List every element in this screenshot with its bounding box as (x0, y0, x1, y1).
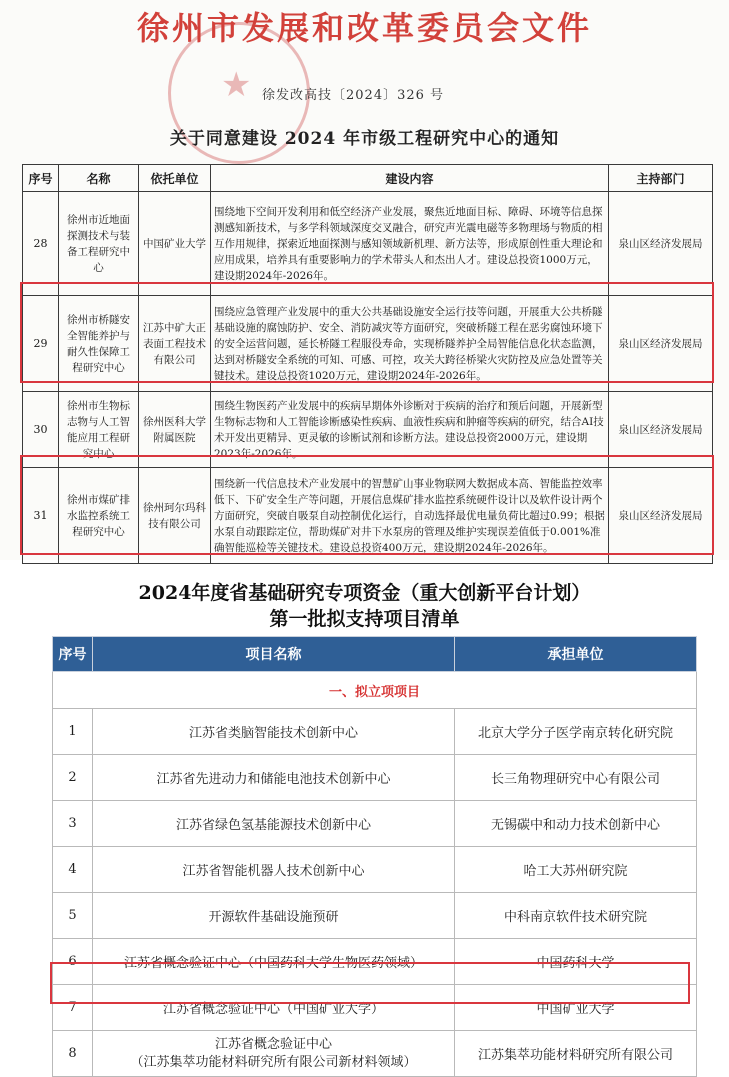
row-number: 8 (53, 1031, 93, 1077)
host-unit: 长三角物理研究中心有限公司 (455, 755, 697, 801)
document-number: 徐发改高技〔2024〕326 号 (262, 88, 445, 103)
center-name: 徐州市煤矿排水监控系统工程研究中心 (59, 468, 139, 564)
document-subject: 关于同意建设 2024 年市级工程研究中心的通知 (169, 129, 560, 149)
header-no: 序号 (53, 637, 93, 672)
document-title: 徐州市发展和改革委员会文件 (136, 9, 592, 47)
row-number: 29 (23, 296, 59, 392)
header-content: 建设内容 (211, 165, 609, 192)
section-row (53, 672, 697, 709)
host-dept: 泉山区经济发展局 (609, 392, 713, 468)
project-name: 江苏省先进动力和储能电池技术创新中心 (93, 755, 455, 801)
host-dept: 泉山区经济发展局 (609, 468, 713, 564)
row-number: 6 (53, 939, 93, 985)
construction-content: 围绕新一代信息技术产业发展中的智慧矿山事业物联网大数据成本高、智能监控效率低下、下矿安全生产等问题，开展信息煤矿排水监控系统硬件设计以及软件设计两个方面研究，突破自吸泵自动控制优化运行，自动选择最优电量负荷比超过0.99；根据水泵自动跟踪定位，帮助煤矿对井下水泵房的管理及维护实现误差值低于0.001%准确智能巡检等关键技术。建设总投资400万元，建设期2024年-2026年。 (211, 468, 609, 564)
host-dept: 泉山区经济发展局 (609, 296, 713, 392)
table-row (53, 985, 697, 1031)
row-number: 5 (53, 893, 93, 939)
host-unit: 中国矿业大学 (455, 985, 697, 1031)
project-name (93, 1031, 455, 1077)
table-row (53, 801, 697, 847)
table-row (23, 296, 713, 392)
construction-content: 围绕应急管理产业发展中的重大公共基础设施安全运行技等问题，开展重大公共桥隧基础设施的腐蚀防护、安全、消防减灾等方面研究，突破桥隧工程在恶劣腐蚀环境下的安全运营问题，延长桥隧工程服役寿命，实现桥隧养护全局智能信息化状态监测，达到对桥隧安全系统的可知、可感、可控，攻关大跨径桥梁火灾防控及应急处置等关键技术。建设总投资1020万元，建设期2024年-2026年。 (211, 296, 609, 392)
host-unit: 徐州珂尔玛科技有限公司 (139, 468, 211, 564)
project-name-line2: （江苏集萃功能材料研究所有限公司新材料领域） (130, 1054, 417, 1070)
seal-star-icon: ★ (221, 65, 252, 105)
center-name: 徐州市生物标志物与人工智能应用工程研究中心 (59, 392, 139, 468)
row-number: 31 (23, 468, 59, 564)
host-unit: 中科南京软件技术研究院 (455, 893, 697, 939)
host-unit: 北京大学分子医学南京转化研究院 (455, 709, 697, 755)
project-list-table (52, 636, 697, 1077)
project-name: 江苏省概念验证中心（中国药科大学生物医药领域） (93, 939, 455, 985)
row-number: 28 (23, 192, 59, 296)
row-number: 4 (53, 847, 93, 893)
list-title-line1: 2024年度省基础研究专项资金（重大创新平台计划） (138, 582, 591, 604)
table-row (53, 939, 697, 985)
project-name-line1: 江苏省概念验证中心 (214, 1036, 332, 1052)
section-heading: 一、拟立项项目 (53, 672, 697, 709)
row-number: 30 (23, 392, 59, 468)
header-no: 序号 (23, 165, 59, 192)
host-unit: 徐州医科大学附属医院 (139, 392, 211, 468)
header-unit: 依托单位 (139, 165, 211, 192)
row-number: 1 (53, 709, 93, 755)
host-unit: 无锡碳中和动力技术创新中心 (455, 801, 697, 847)
row-number: 3 (53, 801, 93, 847)
table-row (23, 192, 713, 296)
host-unit: 中国药科大学 (455, 939, 697, 985)
table-row (53, 847, 697, 893)
project-name: 江苏省智能机器人技术创新中心 (93, 847, 455, 893)
table-row (53, 893, 697, 939)
project-name: 江苏省类脑智能技术创新中心 (93, 709, 455, 755)
row-number: 2 (53, 755, 93, 801)
table-row (53, 1031, 697, 1077)
construction-content: 围绕生物医药产业发展中的疾病早期体外诊断对于疾病的治疗和预后问题，开展新型生物标志物和人工智能诊断感染性疾病、血液性疾病和肿瘤等疾病的研究，结合AI技术开发出更精异、更灵敏的诊断试剂和诊断方法。建设总投资2000万元，建设期2023年-2026年。 (211, 392, 609, 468)
table-header-row (23, 165, 713, 192)
host-dept: 泉山区经济发展局 (609, 192, 713, 296)
host-unit: 江苏集萃功能材料研究所有限公司 (455, 1031, 697, 1077)
notice-table (22, 164, 713, 564)
project-name: 江苏省绿色氢基能源技术创新中心 (93, 801, 455, 847)
center-name: 徐州市桥隧安全智能养护与耐久性保障工程研究中心 (59, 296, 139, 392)
header-project-name: 项目名称 (93, 637, 455, 672)
row-number: 7 (53, 985, 93, 1031)
table-row (23, 468, 713, 564)
project-name: 开源软件基础设施预研 (93, 893, 455, 939)
host-unit: 江苏中矿大正表面工程技术有限公司 (139, 296, 211, 392)
table-row (53, 755, 697, 801)
table-header-row (53, 637, 697, 672)
center-name: 徐州市近地面探测技术与装备工程研究中心 (59, 192, 139, 296)
list-title-line2: 第一批拟支持项目清单 (269, 608, 460, 630)
header-dept: 主持部门 (609, 165, 713, 192)
project-name: 江苏省概念验证中心（中国矿业大学） (93, 985, 455, 1031)
construction-content: 围绕地下空间开发利用和低空经济产业发展，聚焦近地面目标、障碍、环境等信息探测感知新技术，与多学科领域深度交叉融合，研究声光震电磁等多物理场与物质的相互作用规律，探索近地面探测与感知领域新机理、新方法等，形成原创性重大理论和应用成果，培养具有重要影响力的学术带头人和杰出人才。建设总投资1000万元，建设期2024年-2026年。 (211, 192, 609, 296)
header-name: 名称 (59, 165, 139, 192)
table-row (53, 709, 697, 755)
table-row (23, 392, 713, 468)
host-unit: 中国矿业大学 (139, 192, 211, 296)
header-host-unit: 承担单位 (455, 637, 697, 672)
host-unit: 哈工大苏州研究院 (455, 847, 697, 893)
